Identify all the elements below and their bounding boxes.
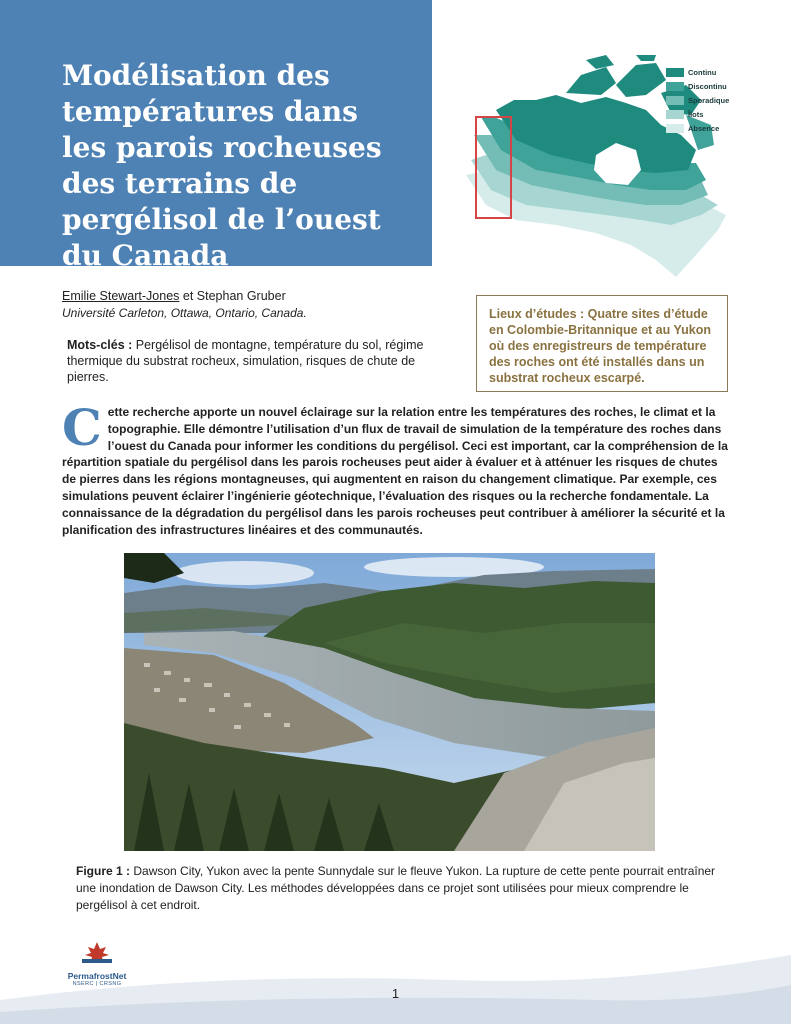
author-name: Stephan Gruber [196, 289, 286, 303]
page-title: Modélisation des températures dans les parois rocheuses des terrains de pergélisol de l’ouest du Canada [62, 59, 382, 272]
drop-cap: C [62, 398, 102, 457]
author-connector: et [179, 289, 197, 303]
legend-label: Absence [688, 123, 720, 133]
authors-block [62, 288, 307, 322]
legend-label: Sporadique [688, 95, 730, 105]
study-sites-box: Lieux d’études : Quatre sites d’étude en Colombie-Britannique et au Yukon où des enregistreurs de température des roches ont été installés dans un substrat rocheux escarpé. [476, 295, 728, 392]
legend-swatch [666, 124, 684, 133]
maple-leaf-icon [62, 940, 132, 964]
legend-swatch [666, 68, 684, 77]
legend-label: Continu [688, 67, 717, 77]
figure-caption-text: Dawson City, Yukon avec la pente Sunnydale sur le fleuve Yukon. La rupture de cette pente pourrait entraîner une inondation de Dawson City. Les méthodes développées dans ce projet sont utilisées pour mieux comprendre le pergélisol à cet endroit. [76, 864, 716, 912]
intro-paragraph [62, 398, 728, 538]
dawson-city-photo [124, 553, 655, 851]
legend-item-absence [666, 121, 729, 135]
logo-sub: NSERC | CRSNG [72, 981, 122, 987]
figure-caption [76, 863, 716, 914]
permafrostnet-logo [62, 940, 132, 987]
intro-text: ette recherche apporte un nouvel éclairage sur la relation entre les températures des roches, le climat et la topographie. Elle démontre l’utilisation d’un flux de travail de simulation de la température des roches dans l’ouest du Canada pour informer les conditions du pergélisol. Ceci est important, car la compréhension de la répartition spatiale du pergélisol dans les parois rocheuses peut aider à évaluer et à atténuer les risques de chutes de pierres dans les régions montagneuses, qui augmentent en raison du changement climatique. Par exemple, ces simulations peuvent éclairer l’ingénierie géotechnique, l’évaluation des risques ou la recherche fondamentale. La connaissance de la dégradation du pergélisol dans les parois rocheuses peut contribuer à améliorer la sécurité et la planification des infrastructures linéaires et des communautés. [62, 405, 728, 537]
figure-label: Figure 1 : [76, 864, 131, 878]
legend-label: Îlots [688, 109, 704, 119]
author-link[interactable]: Emilie Stewart-Jones [62, 289, 180, 303]
keywords [67, 337, 427, 385]
legend-label: Discontinu [688, 81, 727, 91]
page-number: 1 [391, 986, 400, 1001]
legend-item-sporadic [666, 93, 729, 107]
legend-item-continuous [666, 65, 729, 79]
legend-swatch [666, 96, 684, 105]
legend-swatch [666, 82, 684, 91]
legend-swatch [666, 110, 684, 119]
keywords-label: Mots-clés : [67, 338, 133, 352]
legend-item-islands [666, 107, 729, 121]
keywords-text: Pergélisol de montagne, température du sol, régime thermique du substrat rocheux, simulation, risques de chute de pierres. [67, 338, 424, 384]
logo-name: PermafrostNet [67, 971, 127, 981]
institution: Université Carleton, Ottawa, Ontario, Canada. [62, 306, 307, 320]
legend-item-discontinuous [666, 79, 729, 93]
map-legend [666, 65, 729, 135]
title-banner [0, 0, 432, 272]
